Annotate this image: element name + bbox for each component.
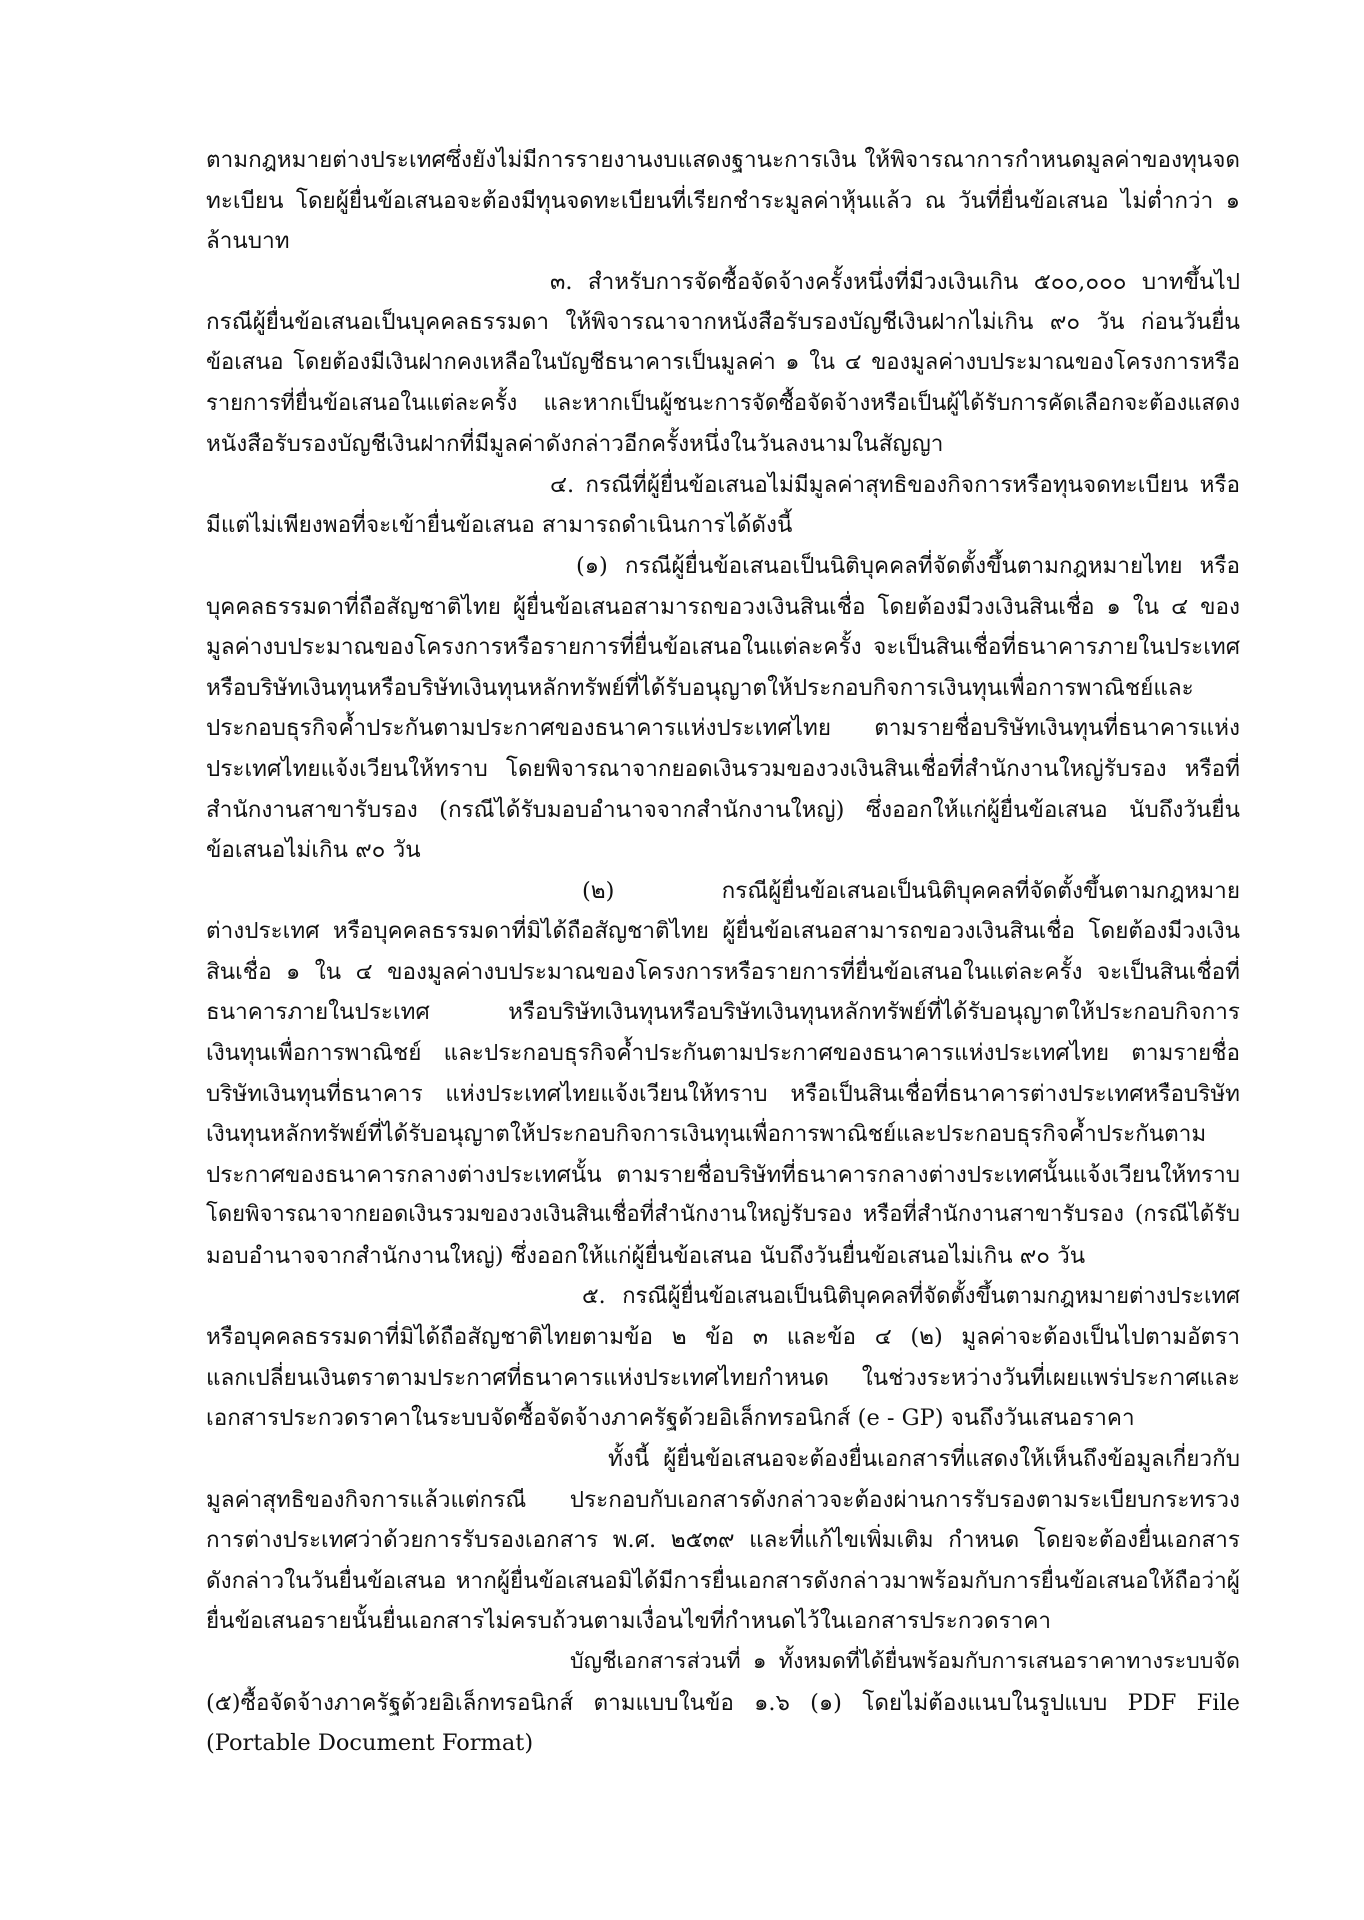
text-line: หรือบริษัทเงินทุนหรือบริษัทเงินทุนหลักทรัพย์ที่ได้รับอนุญาตให้ประกอบกิจการเงินทุนเพื่อการพาณิชย์และ (206, 674, 1194, 701)
text-line: แลกเปลี่ยนเงินตราตามประกาศที่ธนาคารแห่งประเทศไทยกำหนด ในช่วงระหว่างวันที่เผยแพร่ประกาศและ (206, 1364, 1240, 1391)
document-body (206, 140, 1240, 1764)
text-line: ๕. กรณีผู้ยื่นข้อเสนอเป็นนิติบุคคลที่จัดตั้งขึ้นตามกฎหมายต่างประเทศ (582, 1283, 1240, 1309)
text-line: มูลค่างบประมาณของโครงการหรือรายการที่ยื่นข้อเสนอในแต่ละครั้ง จะเป็นสินเชื่อที่ธนาคารภายในประเทศ (206, 634, 1240, 661)
text-line: ยื่นข้อเสนอรายนั้นยื่นเอกสารไม่ครบถ้วนตามเงื่อนไขที่กำหนดไว้ในเอกสารประกวดราคา (206, 1608, 1052, 1635)
text-line: สินเชื่อ ๑ ใน ๔ ของมูลค่างบประมาณของโครงการหรือรายการที่ยื่นข้อเสนอในแต่ละครั้ง จะเป็นสินเชื่อที่ (206, 958, 1240, 985)
text-line: ข้อเสนอ โดยต้องมีเงินฝากคงเหลือในบัญชีธนาคารเป็นมูลค่า ๑ ใน ๔ ของมูลค่างบประมาณของโครงการหรือ (206, 349, 1240, 375)
text-line: บัญชีเอกสารส่วนที่ ๑ ทั้งหมดที่ได้ยื่นพร้อมกับการเสนอราคาทางระบบจัด (570, 1648, 1240, 1674)
text-line: ดังกล่าวในวันยื่นข้อเสนอ หากผู้ยื่นข้อเสนอมิได้มีการยื่นเอกสารดังกล่าวมาพร้อมกับการยื่นข้อเสนอให้ถือว่าผู้ (206, 1567, 1240, 1594)
text-line: บริษัทเงินทุนที่ธนาคาร แห่งประเทศไทยแจ้งเวียนให้ทราบ หรือเป็นสินเชื่อที่ธนาคารต่างประเทศหรือบริษัท (206, 1080, 1240, 1107)
text-line: ๔. กรณีที่ผู้ยื่นข้อเสนอไม่มีมูลค่าสุทธิของกิจการหรือทุนจดทะเบียน หรือ (550, 471, 1240, 498)
text-line: ทะเบียน โดยผู้ยื่นข้อเสนอจะต้องมีทุนจดทะเบียนที่เรียกชำระมูลค่าหุ้นแล้ว ณ วันที่ยื่นข้อเสนอ ไม่ต่ำกว่า ๑ (206, 187, 1240, 214)
text-line: ธนาคารภายในประเทศ หรือบริษัทเงินทุนหรือบริษัทเงินทุนหลักทรัพย์ที่ได้รับอนุญาตให้ประกอบกิจการ (206, 999, 1240, 1026)
text-line: บุคคลธรรมดาที่ถือสัญชาติไทย ผู้ยื่นข้อเสนอสามารถขอวงเงินสินเชื่อ โดยต้องมีวงเงินสินเชื่อ ๑ ใน ๔ ของ (206, 593, 1240, 620)
text-line: สำนักงานสาขารับรอง (กรณีได้รับมอบอำนาจจากสำนักงานใหญ่) ซึ่งออกให้แก่ผู้ยื่นข้อเสนอ นับถึงวันยื่น (206, 796, 1240, 823)
text-line: ตามกฎหมายต่างประเทศซึ่งยังไม่มีการรายงานงบแสดงฐานะการเงิน ให้พิจารณาการกำหนดมูลค่าของทุนจด (206, 147, 1240, 173)
text-line: ประเทศไทยแจ้งเวียนให้ทราบ โดยพิจารณาจากยอดเงินรวมของวงเงินสินเชื่อที่สำนักงานใหญ่รับรอง หรือที่ (206, 755, 1240, 782)
text-line: หรือบุคคลธรรมดาที่มิได้ถือสัญชาติไทยตามข้อ ๒ ข้อ ๓ และข้อ ๔ (๒) มูลค่าจะต้องเป็นไปตามอัตรา (206, 1324, 1240, 1351)
text-line: โดยพิจารณาจากยอดเงินรวมของวงเงินสินเชื่อที่สำนักงานใหญ่รับรอง หรือที่สำนักงานสาขารับรอง (กรณีได้รับ (206, 1202, 1240, 1228)
text-line: เอกสารประกวดราคาในระบบจัดซื้อจัดจ้างภาครัฐด้วยอิเล็กทรอนิกส์ (e - GP) จนถึงวันเสนอราคา (206, 1405, 1135, 1432)
text-line: (๕)ซื้อจัดจ้างภาครัฐด้วยอิเล็กทรอนิกส์ ตามแบบในข้อ ๑.๖ (๑) โดยไม่ต้องแนบในรูปแบบ PDF File (206, 1689, 1240, 1716)
text-line: ทั้งนี้ ผู้ยื่นข้อเสนอจะต้องยื่นเอกสารที่แสดงให้เห็นถึงข้อมูลเกี่ยวกับ (608, 1446, 1240, 1472)
text-line: การต่างประเทศว่าด้วยการรับรองเอกสาร พ.ศ. ๒๕๓๙ และที่แก้ไขเพิ่มเติม กำหนด โดยจะต้องยื่นเอกสาร (206, 1527, 1240, 1554)
text-line: ต่างประเทศ หรือบุคคลธรรมดาที่มิได้ถือสัญชาติไทย ผู้ยื่นข้อเสนอสามารถขอวงเงินสินเชื่อ โดยต้องมีวงเงิน (206, 918, 1240, 945)
text-line: มีแต่ไม่เพียงพอที่จะเข้ายื่นข้อเสนอ สามารถดำเนินการได้ดังนี้ (206, 512, 793, 539)
text-line: รายการที่ยื่นข้อเสนอในแต่ละครั้ง และหากเป็นผู้ชนะการจัดซื้อจัดจ้างหรือเป็นผู้ได้รับการคัดเลือกจะต้องแสดง (206, 390, 1240, 416)
text-line: มูลค่าสุทธิของกิจการแล้วแต่กรณี ประกอบกับเอกสารดังกล่าวจะต้องผ่านการรับรองตามระเบียบกระทรวง (206, 1486, 1240, 1513)
text-line: (Portable Document Format) (206, 1730, 534, 1757)
text-line: กรณีผู้ยื่นข้อเสนอเป็นบุคคลธรรมดา ให้พิจารณาจากหนังสือรับรองบัญชีเงินฝากไม่เกิน ๙๐ วัน ก่อนวันยื่น (206, 309, 1240, 336)
text-line: ประกอบธุรกิจค้ำประกันตามประกาศของธนาคารแห่งประเทศไทย ตามรายชื่อบริษัทเงินทุนที่ธนาคารแห่ง (206, 715, 1240, 742)
text-line: (๒) กรณีผู้ยื่นข้อเสนอเป็นนิติบุคคลที่จัดตั้งขึ้นตามกฎหมาย (582, 877, 1240, 904)
text-line: ข้อเสนอไม่เกิน ๙๐ วัน (206, 837, 421, 864)
text-line: เงินทุนเพื่อการพาณิชย์ และประกอบธุรกิจค้ำประกันตามประกาศของธนาคารแห่งประเทศไทย ตามรายชื่อ (206, 1040, 1240, 1067)
text-line: (๑) กรณีผู้ยื่นข้อเสนอเป็นนิติบุคคลที่จัดตั้งขึ้นตามกฎหมายไทย หรือ (576, 552, 1240, 579)
text-line: เงินทุนหลักทรัพย์ที่ได้รับอนุญาตให้ประกอบกิจการเงินทุนเพื่อการพาณิชย์และประกอบธุรกิจค้ำประกันตาม (206, 1121, 1207, 1148)
text-line: ประกาศของธนาคารกลางต่างประเทศนั้น ตามรายชื่อบริษัทที่ธนาคารกลางต่างประเทศนั้นแจ้งเวียนให้ทราบ (206, 1161, 1240, 1188)
text-line: ๓. สำหรับการจัดซื้อจัดจ้างครั้งหนึ่งที่มีวงเงินเกิน ๕๐๐,๐๐๐ บาทขึ้นไป (550, 268, 1240, 295)
text-line: หนังสือรับรองบัญชีเงินฝากที่มีมูลค่าดังกล่าวอีกครั้งหนึ่งในวันลงนามในสัญญา (206, 431, 944, 458)
text-line: ล้านบาท (206, 228, 290, 255)
text-line: มอบอำนาจจากสำนักงานใหญ่) ซึ่งออกให้แก่ผู้ยื่นข้อเสนอ นับถึงวันยื่นข้อเสนอไม่เกิน ๙๐ วัน (206, 1243, 1086, 1270)
